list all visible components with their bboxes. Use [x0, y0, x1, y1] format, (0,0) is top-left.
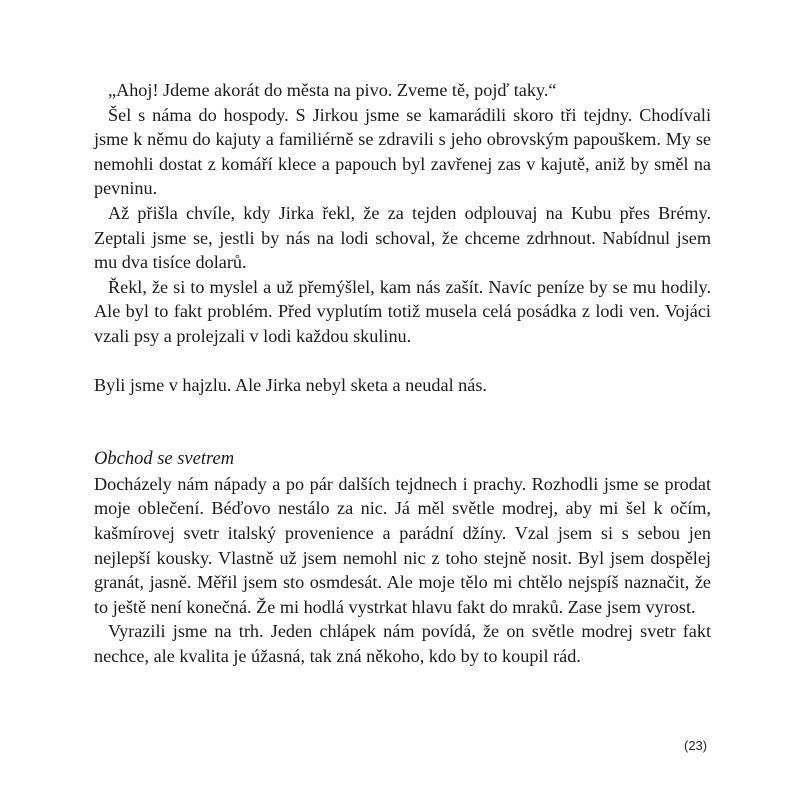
paragraph-hospoda: Šel s náma do hospody. S Jirkou jsme se kamarádili skoro tři tejdny. Chodívali jsme k němu do kajuty a familiérně se zdravili s jeho obrovským papouškem. My se nemohli dostat z komáří klece a papouch byl zavřenej zas v kajutě, aniž by směl na pevninu. — [94, 104, 711, 199]
section-gap — [94, 397, 711, 447]
section-heading: Obchod se svetrem — [94, 449, 235, 470]
paragraph-gap — [94, 349, 711, 373]
section-paragraph-obleceni: Docházely nám nápady a po pár dalších tejdnech i prachy. Rozhodli jsme se prodat moje oblečení. Béďovo nestálo za nic. Já měl světle modrej, aby mi šel k očím, kašmírovej svetr italský provenience a parádní džíny. Vzal jsem si s sebou jen nejlepší kousky. Vlastně už jsem nemohl nic z toho stejně nosit. Byl jsem dospělej granát, jasně. Měřil jsem sto osmdesát. Ale moje tělo mi chtělo nejspíš naznačit, že to ještě není konečná. Že mi hodlá vystrkat hlavu fakt do mraků. Zase jsem vyrost. — [94, 473, 711, 617]
paragraph-kuba: Až přišla chvíle, kdy Jirka řekl, že za tejden odplouvaj na Kubu přes Brémy. Zeptali jsme se, jestli by nás na lodi schoval, že chceme zdrhnout. Nabídnul jsem mu dva tisíce dolarů. — [94, 202, 711, 273]
book-page-body — [94, 78, 711, 668]
page-number: (23) — [684, 738, 708, 753]
standalone-line: Byli jsme v hajzlu. Ale Jirka nebyl sketa a neudal nás. — [94, 374, 487, 395]
paragraph-problem: Řekl, že si to myslel a už přemýšlel, kam nás zašít. Navíc peníze by se mu hodily. Ale byl to fakt problém. Před vyplutím totiž musela celá posádka z lodi ven. Vojáci vzali psy a prolejzali v lodi každou skulinu. — [94, 276, 711, 346]
section-paragraph-trh: Vyrazili jsme na trh. Jeden chlápek nám povídá, že on světle modrej svetr fakt nechce, ale kvalita je úžasná, tak zná někoho, kdo by to koupil rád. — [94, 621, 711, 666]
paragraph-greeting: „Ahoj! Jdeme akorát do města na pivo. Zveme tě, pojď taky.“ — [108, 80, 557, 100]
